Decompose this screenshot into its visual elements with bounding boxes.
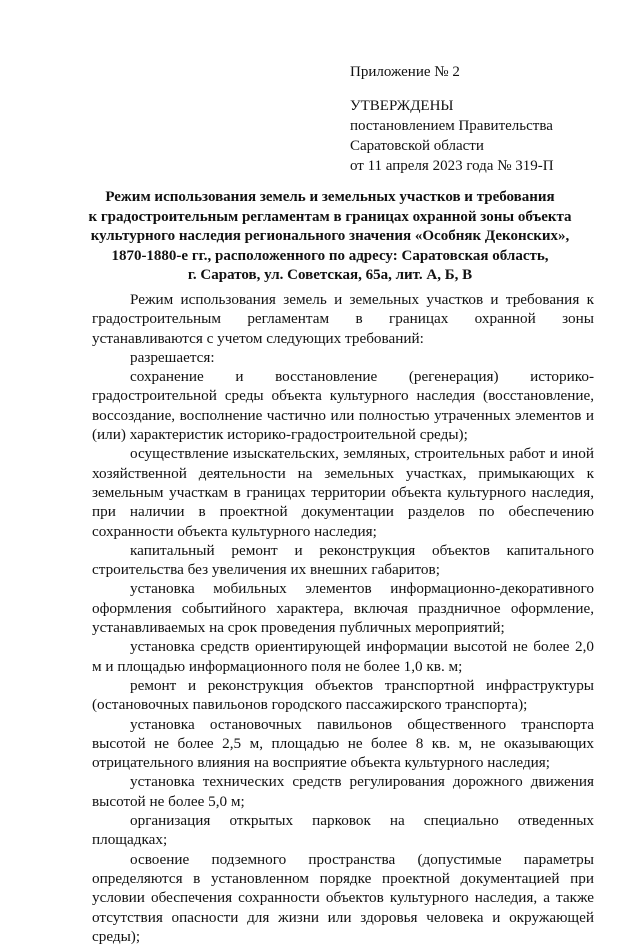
- paragraph-item: ремонт и реконструкция объектов транспортной инфраструктуры (остановочных павильонов городского пассажирского транспорта);: [92, 676, 594, 714]
- paragraph-item: установка мобильных элементов информационно-декоративного оформления событийного характера, включая праздничное оформление, устанавливаемых на срок проведения публичных мероприятий;: [92, 580, 594, 637]
- approval-block: [350, 62, 554, 176]
- document-title: [60, 188, 600, 286]
- title-line-5: г. Саратов, ул. Советская, 65а, лит. А, Б, В: [187, 267, 473, 283]
- paragraph-intro: Режим использования земель и земельных участков и требования к градостроительным регламентам в границах охранной зоны устанавливаются с учетом следующих требований:: [92, 291, 594, 347]
- paragraph-item: сохранение и восстановление (регенерация) историко-градостроительной среды объекта культурного наследия (восстановление, воссоздание, восполнение частично или полностью утраченных элементов и (или) характеристик историко-градостроительной среды);: [92, 368, 594, 444]
- paragraph-item: установка остановочных павильонов общественного транспорта высотой не более 2,5 м, площадью не более 8 кв. м, не оказывающих отрицательного влияния на восприятие объекта культурного наследия;: [92, 715, 594, 772]
- title-line-2: к градостроительным регламентам в границах охранной зоны объекта: [88, 208, 572, 225]
- title-line-1: Режим использования земель и земельных участков и требования: [105, 189, 555, 205]
- paragraph-item: освоение подземного пространства (допустимые параметры определяются в установленном порядке проектной документацией при условии обеспечения сохранности объектов культурного наследия, а также отсутствия опасности для жизни или здоровья человека и окружающей среды);: [92, 850, 594, 945]
- paragraph-item: осуществление изыскательских, земляных, строительных работ и иной хозяйственной деятельности на земельных участках, примыкающих к земельным участкам в границах территории объекта культурного наследия, при наличии в проектной документации разделов по обеспечению сохранности объекта культурного наследия;: [92, 445, 594, 540]
- approved-line-2: Саратовской области: [350, 138, 484, 154]
- paragraph-item: установка средств ориентирующей информации высотой не более 2,0 м и площадью информационного поля не более 1,0 кв. м;: [92, 638, 594, 675]
- paragraph-item: организация открытых парковок на специально отведенных площадках;: [92, 812, 594, 849]
- paragraph-item: капитальный ремонт и реконструкция объектов капитального строительства без увеличения их внешних габаритов;: [92, 541, 594, 579]
- paragraph-item: установка технических средств регулирования дорожного движения высотой не более 5,0 м;: [92, 773, 594, 810]
- document-body: [92, 290, 594, 946]
- approved-heading: УТВЕРЖДЕНЫ: [350, 98, 454, 114]
- approved-line-3: от 11 апреля 2023 года № 319-П: [350, 158, 554, 174]
- paragraph-allowed: разрешается:: [130, 348, 215, 366]
- approval-gap: [350, 82, 554, 96]
- title-line-4: 1870-1880-е гг., расположенного по адресу: Саратовская область,: [111, 247, 549, 264]
- title-line-3: культурного наследия регионального значения «Особняк Деконских»,: [90, 228, 570, 244]
- approved-line-1: постановлением Правительства: [350, 118, 553, 134]
- appendix-label: Приложение № 2: [350, 64, 460, 80]
